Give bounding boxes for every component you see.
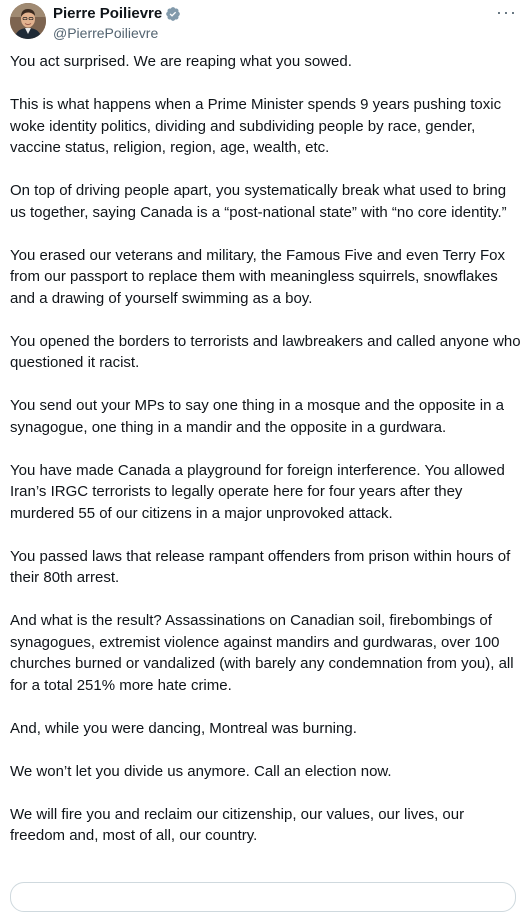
display-name[interactable]: Pierre Poilievre: [53, 5, 163, 22]
tweet-text: [10, 51, 522, 868]
verified-badge-icon[interactable]: [165, 6, 181, 22]
tweet-paragraph: This is what happens when a Prime Minister spends 9 years pushing toxic woke identity politics, dividing and subdividing people by race, gender, vaccine status, religion, region, age, wealth, etc.: [10, 96, 502, 156]
avatar[interactable]: [10, 3, 46, 39]
tweet-paragraph: You send out your MPs to say one thing in a mosque and the opposite in a synagogue, one thing in a mandir and the opposite in a gurdwara.: [10, 397, 504, 436]
tweet-paragraph: You have made Canada a playground for foreign interference. You allowed Iran’s IRGC terrorists to legally operate here for four years after they murdered 55 of our citizens in a major unprovoked attack.: [10, 461, 505, 522]
embedded-card[interactable]: [10, 882, 516, 912]
tweet-paragraph: You act surprised. We are reaping what you sowed.: [10, 53, 352, 70]
author-handle[interactable]: @PierrePoilievre: [53, 25, 159, 41]
tweet-paragraph: You erased our veterans and military, the Famous Five and even Terry Fox from our passport to replace them with meaningless squirrels, snowflakes and a drawing of yourself swimming as a boy.: [10, 246, 505, 307]
display-name-row: [53, 5, 181, 23]
tweet-paragraph: You opened the borders to terrorists and lawbreakers and called anyone who questioned it racist.: [10, 332, 521, 371]
tweet-paragraph: We will fire you and reclaim our citizenship, our values, our lives, our freedom and, most of all, our country.: [10, 805, 465, 844]
tweet-paragraph: You passed laws that release rampant offenders from prison within hours of their 80th arrest.: [10, 547, 511, 586]
tweet-header: [10, 3, 519, 41]
tweet-paragraph: And what is the result? Assassinations on Canadian soil, firebombings of synagogues, extremist violence against mandirs and gurdwaras, over 100 churches burned or vandalized (with barely any condemnation from you), all for a total 251% more hate crime.: [10, 612, 514, 694]
tweet-paragraph: On top of driving people apart, you systematically break what used to bring us together, saying Canada is a “post-national state” with “no core identity.”: [10, 182, 507, 221]
more-options-icon[interactable]: ···: [496, 2, 517, 22]
tweet-paragraph: We won’t let you divide us anymore. Call an election now.: [10, 762, 392, 780]
avatar-portrait-icon: [10, 3, 46, 39]
tweet-paragraph: And, while you were dancing, Montreal was burning.: [10, 719, 357, 737]
author-names: [53, 5, 181, 42]
